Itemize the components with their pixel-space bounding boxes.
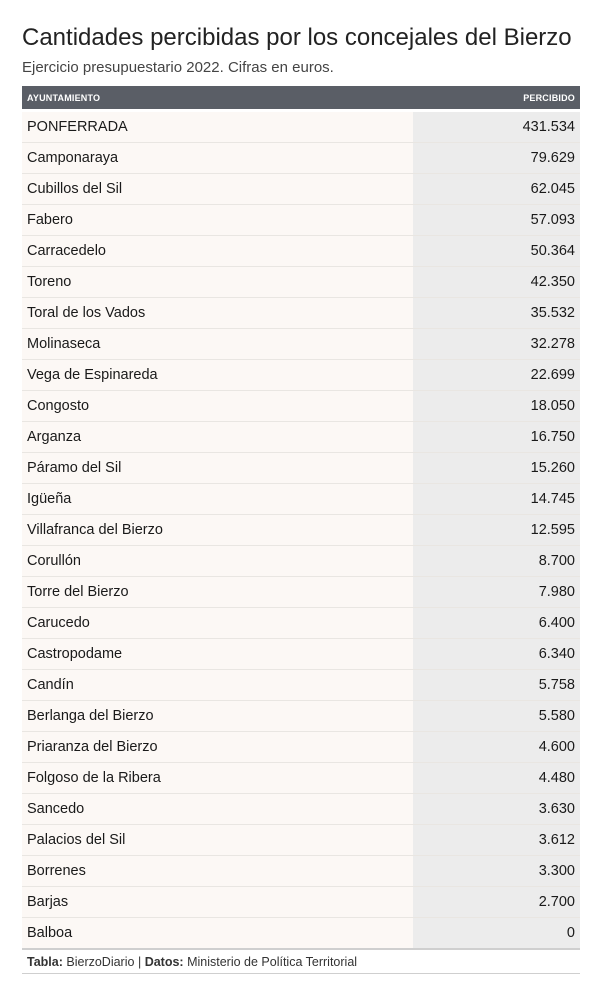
received-amount-cell: 4.600 xyxy=(413,732,580,763)
received-amount-cell: 7.980 xyxy=(413,577,580,608)
received-amount-cell: 50.364 xyxy=(413,236,580,267)
municipality-cell: Toral de los Vados xyxy=(22,298,413,329)
table-row xyxy=(22,484,580,515)
received-amount-cell: 15.260 xyxy=(413,453,580,484)
table-row xyxy=(22,608,580,639)
table-row xyxy=(22,763,580,794)
table-row xyxy=(22,794,580,825)
municipality-cell: Vega de Espinareda xyxy=(22,360,413,391)
received-amount-cell: 3.630 xyxy=(413,794,580,825)
received-amount-cell: 431.534 xyxy=(413,112,580,143)
table-row xyxy=(22,825,580,856)
municipality-cell: Toreno xyxy=(22,267,413,298)
received-amount-cell: 57.093 xyxy=(413,205,580,236)
footer-table-value: BierzoDiario xyxy=(66,955,135,969)
table-row xyxy=(22,887,580,918)
municipality-cell: Castropodame xyxy=(22,639,413,670)
table-row xyxy=(22,174,580,205)
received-amount-cell: 3.612 xyxy=(413,825,580,856)
table-row xyxy=(22,732,580,763)
received-amount-cell: 5.580 xyxy=(413,701,580,732)
table-body xyxy=(22,109,580,949)
municipality-cell: Congosto xyxy=(22,391,413,422)
table-row xyxy=(22,515,580,546)
received-amount-cell: 32.278 xyxy=(413,329,580,360)
received-amount-cell: 35.532 xyxy=(413,298,580,329)
municipality-cell: Sancedo xyxy=(22,794,413,825)
received-amount-cell: 42.350 xyxy=(413,267,580,298)
table-row xyxy=(22,329,580,360)
table-row xyxy=(22,298,580,329)
received-amount-cell: 5.758 xyxy=(413,670,580,701)
received-amount-cell: 18.050 xyxy=(413,391,580,422)
page-title: Cantidades percibidas por los concejales del Bierzo xyxy=(22,24,572,51)
footer-separator: | xyxy=(137,955,142,969)
data-table xyxy=(22,86,580,950)
table-row xyxy=(22,639,580,670)
received-amount-cell: 0 xyxy=(413,918,580,950)
table-row xyxy=(22,856,580,887)
received-amount-cell: 16.750 xyxy=(413,422,580,453)
municipality-cell: Carracedelo xyxy=(22,236,413,267)
municipality-cell: Folgoso de la Ribera xyxy=(22,763,413,794)
received-amount-cell: 22.699 xyxy=(413,360,580,391)
municipality-cell: Palacios del Sil xyxy=(22,825,413,856)
table-row xyxy=(22,205,580,236)
municipality-cell: Borrenes xyxy=(22,856,413,887)
footer-data-label: Datos: xyxy=(144,955,184,969)
municipality-cell: Arganza xyxy=(22,422,413,453)
table-row xyxy=(22,422,580,453)
received-amount-cell: 6.340 xyxy=(413,639,580,670)
municipality-cell: Villafranca del Bierzo xyxy=(22,515,413,546)
municipality-cell: Fabero xyxy=(22,205,413,236)
table-row xyxy=(22,918,580,950)
table-widget xyxy=(22,22,580,974)
table-row xyxy=(22,670,580,701)
received-amount-cell: 14.745 xyxy=(413,484,580,515)
received-amount-cell: 62.045 xyxy=(413,174,580,205)
municipality-cell: Candín xyxy=(22,670,413,701)
table-row xyxy=(22,236,580,267)
municipality-cell: Igüeña xyxy=(22,484,413,515)
table-row xyxy=(22,267,580,298)
municipality-cell: Balboa xyxy=(22,918,413,950)
received-amount-cell: 6.400 xyxy=(413,608,580,639)
source-footer xyxy=(22,950,580,974)
municipality-cell: Páramo del Sil xyxy=(22,453,413,484)
table-row xyxy=(22,577,580,608)
table-row xyxy=(22,112,580,143)
received-amount-cell: 2.700 xyxy=(413,887,580,918)
table-row xyxy=(22,546,580,577)
table-header-row xyxy=(22,86,580,109)
municipality-cell: PONFERRADA xyxy=(22,112,413,143)
table-row xyxy=(22,453,580,484)
municipality-cell: Corullón xyxy=(22,546,413,577)
table-row xyxy=(22,701,580,732)
received-amount-cell: 8.700 xyxy=(413,546,580,577)
table-row xyxy=(22,391,580,422)
footer-data-value: Ministerio de Política Territorial xyxy=(187,955,358,969)
municipality-cell: Berlanga del Bierzo xyxy=(22,701,413,732)
municipality-cell: Molinaseca xyxy=(22,329,413,360)
municipality-cell: Barjas xyxy=(22,887,413,918)
column-header-municipality[interactable]: AYUNTAMIENTO xyxy=(22,86,413,109)
received-amount-cell: 4.480 xyxy=(413,763,580,794)
municipality-cell: Camponaraya xyxy=(22,143,413,174)
table-row xyxy=(22,143,580,174)
received-amount-cell: 79.629 xyxy=(413,143,580,174)
footer-table-label: Tabla: xyxy=(27,955,63,969)
column-header-received[interactable]: PERCIBIDO xyxy=(413,86,580,109)
received-amount-cell: 12.595 xyxy=(413,515,580,546)
municipality-cell: Priaranza del Bierzo xyxy=(22,732,413,763)
page-subtitle: Ejercicio presupuestario 2022. Cifras en euros. xyxy=(22,59,334,76)
table-row xyxy=(22,360,580,391)
municipality-cell: Cubillos del Sil xyxy=(22,174,413,205)
received-amount-cell: 3.300 xyxy=(413,856,580,887)
municipality-cell: Carucedo xyxy=(22,608,413,639)
municipality-cell: Torre del Bierzo xyxy=(22,577,413,608)
